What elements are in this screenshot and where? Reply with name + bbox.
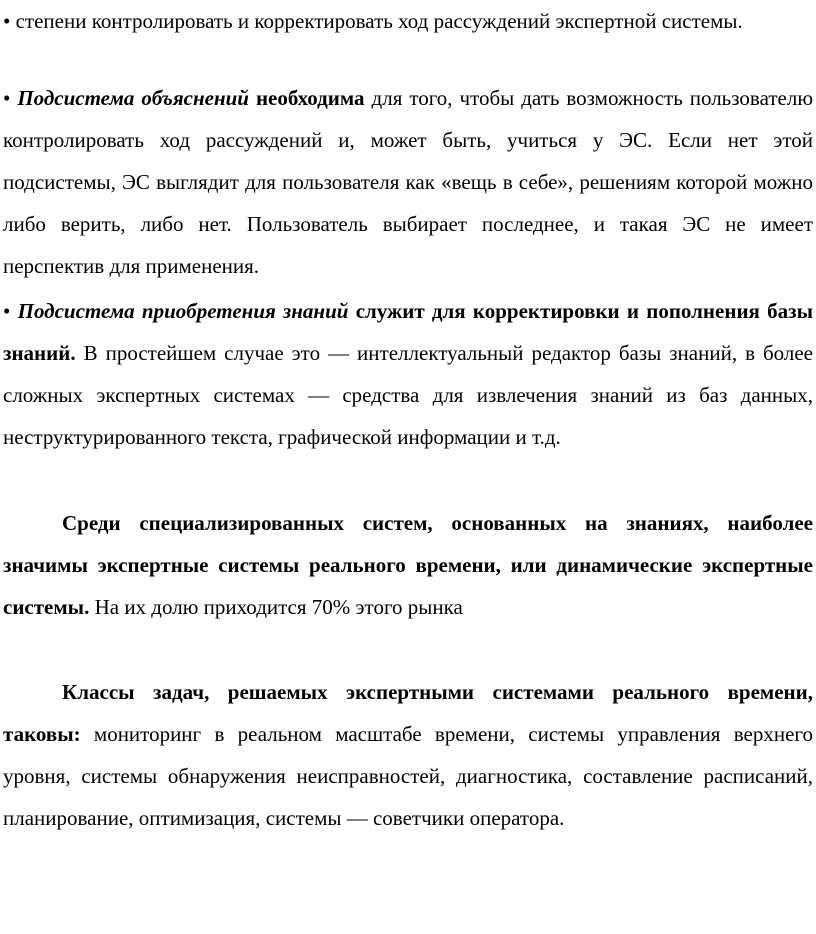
paragraph-text: На их долю приходится 70% этого рынка [94,595,463,619]
bullet: • [3,9,11,33]
paragraph-text: для того, чтобы дать возможность пользователю контролировать ход рассуждений и, может быть, учиться у ЭС. Если нет этой подсистемы, ЭС выглядит для пользователя как «вещь в себе», решениям которой можно либо верить, либо нет. Пользователь выбирает последнее, и такая ЭС не имеет перспектив для применения. [3,86,814,278]
bold-lead: служит для корректировки и пополнения базы знаний. [3,299,813,365]
bullet: • [3,299,11,323]
term-explanation-subsystem: Подсистема объяснений [17,86,249,110]
paragraph-reasoning-control [3,0,813,42]
bold-lead: Классы задач, решаемых экспертными системами реального времени, таковы: [3,680,813,746]
paragraph-text: степени контролировать и корректировать ход рассуждений экспертной системы. [15,9,743,33]
bullet: • [3,86,11,110]
term-knowledge-acquisition: Подсистема приобретения знаний [17,299,349,323]
paragraph-realtime-systems [3,502,813,628]
paragraph-text: В простейшем случае это — интеллектуальный редактор базы знаний, в более сложных экспертных системах — средства для извлечения знаний из баз данных, неструктурированного текста, графической информации и т.д. [3,341,814,449]
paragraph-knowledge-acquisition [3,290,813,458]
paragraph-text: мониторинг в реальном масштабе времени, системы управления верхнего уровня, системы обнаружения неисправностей, диагностика, составление расписаний, планирование, оптимизация, системы — советчики оператора. [3,722,814,830]
bold-lead: Среди специализированных систем, основанных на знаниях, наиболее значимы экспертные системы реального времени, или динамические экспертные системы. [3,511,813,619]
bold-lead: необходима [255,86,365,110]
paragraph-explanation-subsystem [3,77,813,287]
paragraph-task-classes [3,671,813,839]
